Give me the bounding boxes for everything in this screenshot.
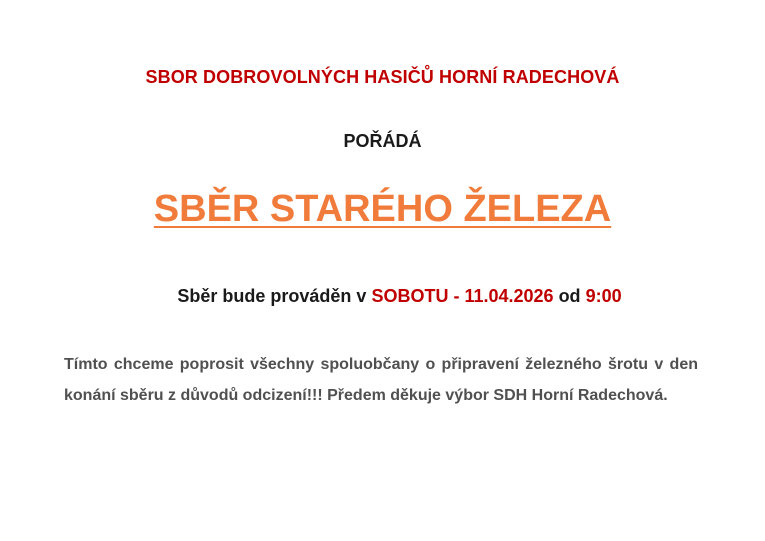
notice-paragraph: Tímto chceme poprosit všechny spoluobčany o připravení železného šrotu v den konání sběru z důvodů odcizení!!! Předem děkuje výbor SDH Horní Radechová. (64, 356, 698, 404)
event-title-text: SBĚR STARÉHO ŽELEZA (153, 188, 612, 230)
organizes-label: POŘÁDÁ (343, 131, 422, 151)
schedule-day: SOBOTU (371, 286, 449, 306)
schedule-from-label: od (553, 286, 586, 306)
schedule-date: 11.04.2026 (464, 286, 554, 306)
schedule-separator: - (448, 286, 465, 306)
schedule-prefix: Sběr bude prováděn v (177, 286, 372, 306)
schedule-time: 9:00 (585, 286, 622, 306)
event-title (0, 186, 765, 232)
schedule-line (0, 284, 765, 308)
organization-heading: SBOR DOBROVOLNÝCH HASIČŮ HORNÍ RADECHOVÁ (145, 67, 620, 87)
